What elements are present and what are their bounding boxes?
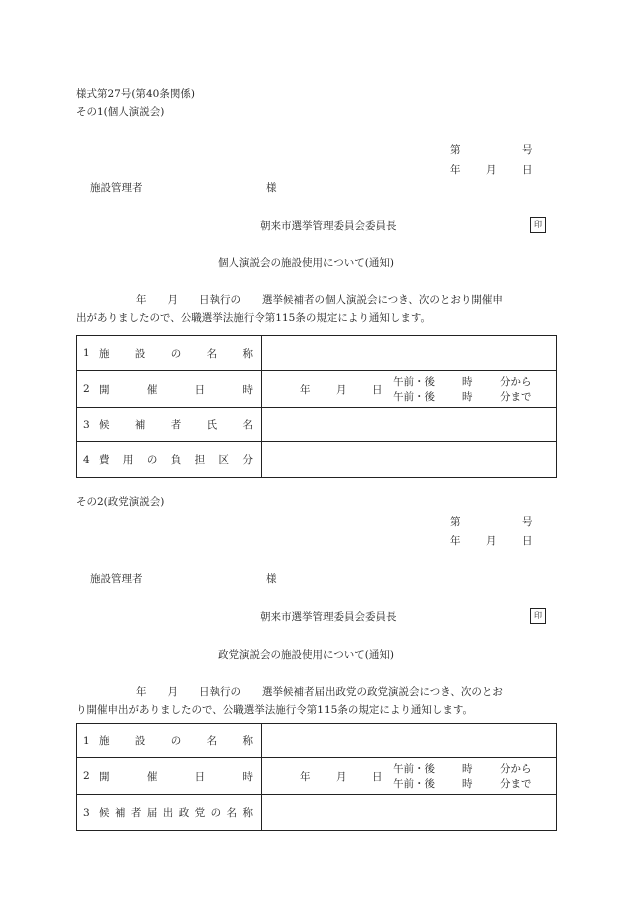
dt-hour-start: 時 xyxy=(462,376,473,388)
date-day: 日 xyxy=(522,535,533,547)
dt-hour-end: 時 xyxy=(462,778,473,790)
row-label: 開 催 日 時 xyxy=(99,770,253,783)
dt-ampm-end: 午前・後 xyxy=(393,391,435,403)
dt-ampm-start: 午前・後 xyxy=(393,763,435,775)
dt-hour-start: 時 xyxy=(462,763,473,775)
part2-body-line1: 年 月 日執行の 選挙候補者届出政党の政党演説会につき、次のとお xyxy=(136,686,503,698)
doc-number-suffix: 号 xyxy=(522,144,533,156)
dt-ampm-end: 午前・後 xyxy=(393,778,435,790)
date-day: 日 xyxy=(522,164,533,176)
part2-title: その2(政党演説会) xyxy=(76,496,165,508)
addressee-honorific: 様 xyxy=(266,182,277,194)
dt-min-until: 分まで xyxy=(500,778,532,790)
row-number: 3 xyxy=(83,806,90,819)
dt-year: 年 xyxy=(300,384,311,396)
row-number: 1 xyxy=(83,734,90,747)
seal-mark: 印 xyxy=(530,608,546,624)
row-number: 2 xyxy=(83,770,90,782)
part2-subject: 政党演説会の施設使用について(通知) xyxy=(218,649,394,661)
part1-body-line2: 出がありましたので、公職選挙法施行令第115条の規定により通知します。 xyxy=(76,312,431,324)
facility-name-value[interactable] xyxy=(262,724,557,758)
row-number: 2 xyxy=(83,383,90,395)
part2-body-line2: り開催申出がありましたので、公職選挙法施行令第115条の規定により通知します。 xyxy=(76,704,473,716)
part1-table xyxy=(76,335,557,478)
row-label: 開 催 日 時 xyxy=(99,383,253,396)
datetime-value[interactable] xyxy=(262,758,557,795)
dt-month: 月 xyxy=(336,771,347,783)
dt-day: 日 xyxy=(372,384,383,396)
candidate-name-value[interactable] xyxy=(262,408,557,442)
datetime-value[interactable] xyxy=(262,371,557,408)
doc-number-prefix: 第 xyxy=(450,144,461,156)
row-number: 3 xyxy=(83,418,90,431)
sender-name: 朝来市選挙管理委員会委員長 xyxy=(260,611,397,623)
row-label: 候 補 者 氏 名 xyxy=(99,419,253,431)
row-label: 施 設 の 名 称 xyxy=(99,735,253,747)
part1-title: その1(個人演説会) xyxy=(76,106,165,118)
row-label: 候 補 者 届 出 政 党 の 名 称 xyxy=(99,807,253,819)
row-label: 費 用 の 負 担 区 分 xyxy=(99,454,253,466)
doc-number-suffix: 号 xyxy=(522,516,533,528)
part2-row-facility xyxy=(77,724,557,758)
part1-subject: 個人演説会の施設使用について(通知) xyxy=(218,257,394,269)
doc-number-prefix: 第 xyxy=(450,516,461,528)
dt-ampm-start: 午前・後 xyxy=(393,376,435,388)
dt-year: 年 xyxy=(300,771,311,783)
part2-row-party xyxy=(77,795,557,831)
part1-row-cost xyxy=(77,442,557,478)
part2-body xyxy=(76,683,556,719)
dt-min-until: 分まで xyxy=(500,391,532,403)
party-name-value[interactable] xyxy=(262,795,557,831)
part2-table xyxy=(76,723,557,831)
addressee-label: 施設管理者 xyxy=(90,182,143,194)
date-year: 年 xyxy=(450,535,461,547)
dt-month: 月 xyxy=(336,384,347,396)
part1-row-facility xyxy=(77,336,557,371)
sender-name: 朝来市選挙管理委員会委員長 xyxy=(260,220,397,232)
part1-row-candidate xyxy=(77,408,557,442)
row-number: 1 xyxy=(83,347,90,359)
date-year: 年 xyxy=(450,164,461,176)
dt-min-from: 分から xyxy=(500,763,532,775)
facility-name-value[interactable] xyxy=(262,336,557,371)
part1-body-line1: 年 月 日執行の 選挙候補者の個人演説会につき、次のとおり開催申 xyxy=(136,294,503,306)
addressee-honorific: 様 xyxy=(266,573,277,585)
cost-division-value[interactable] xyxy=(262,442,557,478)
date-month: 月 xyxy=(486,535,497,547)
addressee-label: 施設管理者 xyxy=(90,573,143,585)
row-label: 施 設 の 名 称 xyxy=(99,347,253,360)
row-number: 4 xyxy=(83,453,90,466)
part2-row-datetime xyxy=(77,758,557,795)
form-number: 様式第27号(第40条関係) xyxy=(76,88,195,100)
dt-day: 日 xyxy=(372,771,383,783)
part1-row-datetime xyxy=(77,371,557,408)
part1-body xyxy=(76,291,556,327)
seal-mark: 印 xyxy=(530,217,546,233)
dt-min-from: 分から xyxy=(500,376,532,388)
date-month: 月 xyxy=(486,164,497,176)
dt-hour-end: 時 xyxy=(462,391,473,403)
